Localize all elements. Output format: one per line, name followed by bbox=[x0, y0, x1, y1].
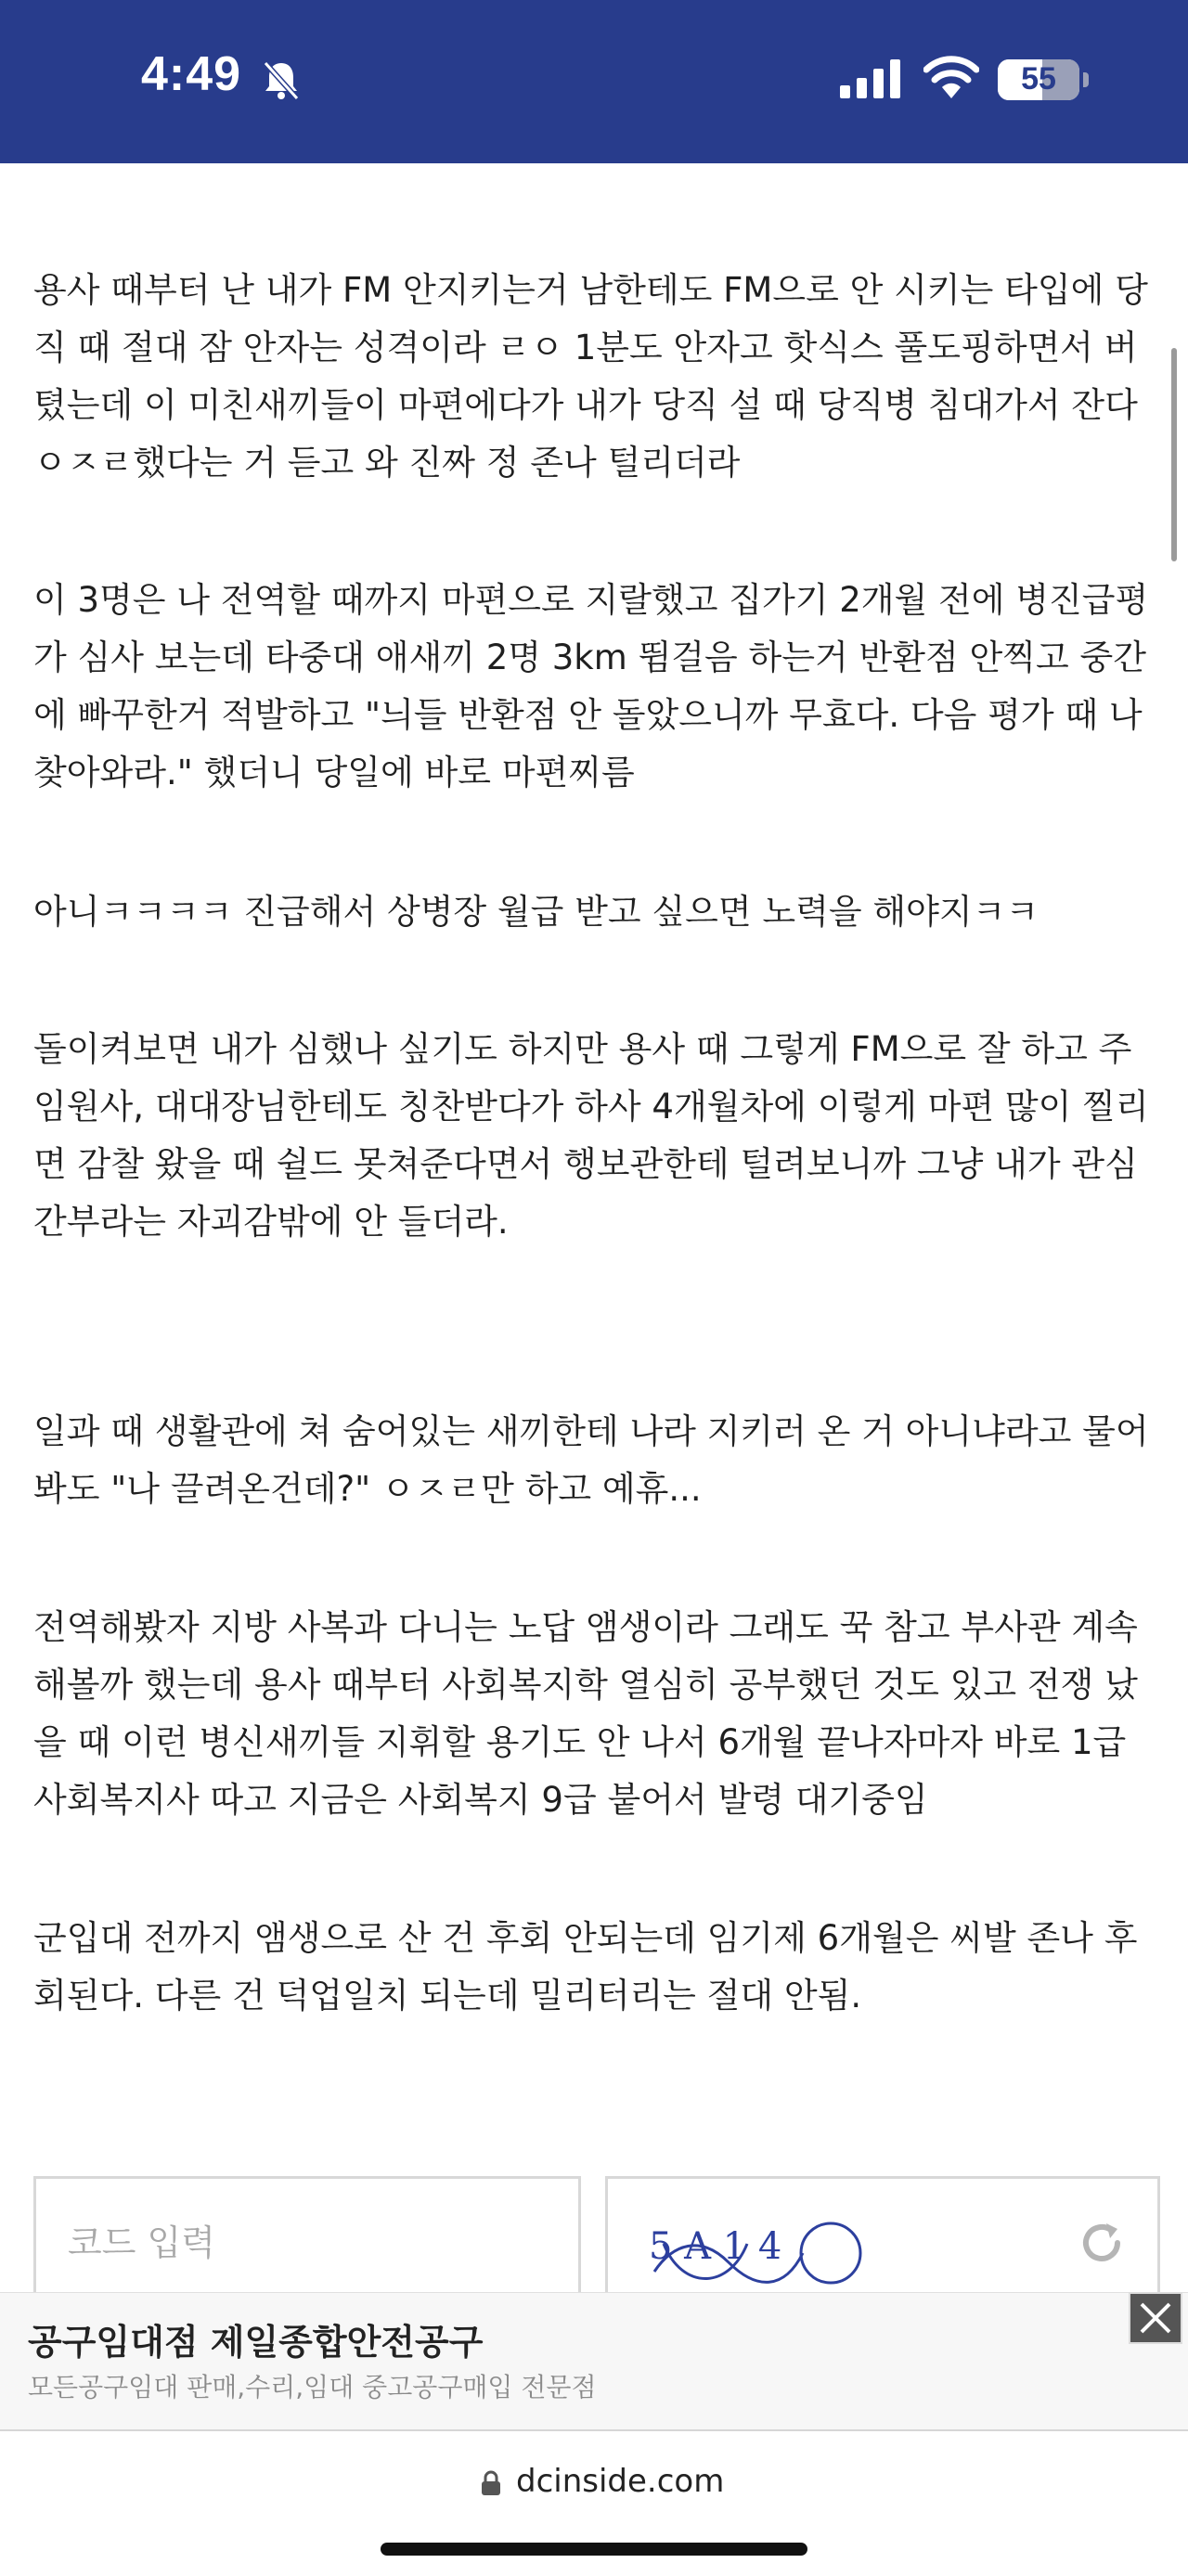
article-paragraph: 아니ㅋㅋㅋㅋ 진급해서 상병장 월급 받고 싶으면 노력을 해야지ㅋㅋ bbox=[33, 892, 1040, 932]
scrollbar[interactable] bbox=[1171, 348, 1177, 561]
article-paragraph: 전역해봤자 지방 사복과 다니는 노답 앰생이라 그래도 꾹 참고 부사관 계속 해볼까 했는데 용사 때부터 사회복지학 열심히 공부했던 것도 있고 전쟁 났 을 때 이런 병신새끼들 지휘할 용기도 안 나서 6개월 끝나자마자 바로 1급 사회복지사 따고 지금은 사회복지 9급 붙어서 발령 대기중임 bbox=[33, 1607, 1138, 1820]
article-paragraph: 일과 때 생활관에 쳐 숨어있는 새끼한테 나라 지키러 온 거 아니냐라고 물어 봐도 "나 끌려온건데?" ㅇㅈㄹ만 하고 예휴... bbox=[33, 1411, 1149, 1509]
article-paragraph: 군입대 전까지 앰생으로 산 건 후회 안되는데 임기제 6개월은 씨발 존나 후 회된다. 다른 건 덕업일치 되는데 밀리터리는 절대 안됨. bbox=[33, 1918, 1138, 2016]
status-time: 4:49 bbox=[141, 47, 242, 101]
captcha-code: 5 A 1 4 bbox=[649, 2225, 782, 2268]
refresh-icon[interactable] bbox=[1077, 2218, 1127, 2268]
captcha-image bbox=[645, 2207, 886, 2299]
browser-address-bar[interactable] bbox=[0, 2429, 1188, 2576]
home-indicator[interactable] bbox=[381, 2543, 807, 2556]
close-icon bbox=[1130, 2294, 1181, 2342]
ad-description[interactable]: 모든공구임대 판매,수리,임대 중고공구매입 전문점 bbox=[28, 2372, 597, 2402]
url-text[interactable]: dcinside.com bbox=[516, 2463, 725, 2500]
ad-banner[interactable] bbox=[0, 2292, 1188, 2430]
wifi-icon bbox=[923, 56, 979, 100]
captcha-image-box bbox=[605, 2176, 1160, 2297]
article-paragraph: 돌이켜보면 내가 심했나 싶기도 하지만 용사 때 그렇게 FM으로 잘 하고 주 임원사, 대대장님한테도 칭찬받다가 하사 4개월차에 이렇게 마편 많이 찔리 면 감찰 왔을 때 쉴드 못쳐준다면서 행보관한테 털려보니까 그냥 내가 관심 간부라는 자괴감밖에 안 들더라. bbox=[33, 1029, 1149, 1242]
captcha-code-input[interactable]: 코드 입력 bbox=[33, 2176, 581, 2297]
lock-icon bbox=[481, 2470, 501, 2496]
article-paragraph: 용사 때부터 난 내가 FM 안지키는거 남한테도 FM으로 안 시키는 타입에 당 직 때 절대 잠 안자는 성격이라 ㄹㅇ 1분도 안자고 핫식스 풀도핑하면서 버 텼는데 이 미친새끼들이 마편에다가 내가 당직 설 때 당직병 침대가서 잔다 ㅇㅈㄹ했다는 거 듣고 와 진짜 정 존나 털리더라 bbox=[33, 270, 1148, 483]
cellular-signal-icon bbox=[840, 59, 905, 98]
ad-close-button[interactable] bbox=[1129, 2292, 1182, 2344]
ad-title[interactable]: 공구임대점 제일종합안전공구 bbox=[28, 2322, 484, 2363]
article-paragraph: 이 3명은 나 전역할 때까지 마편으로 지랄했고 집가기 2개월 전에 병진급평 가 심사 보는데 타중대 애새끼 2명 3km 뜀걸음 하는거 반환점 안찍고 중간 에 빠꾸한거 적발하고 "늬들 반환점 안 돌았으니까 무효다. 다음 평가 때 나 찾아와라." 했더니 당일에 바로 마편찌름 bbox=[33, 580, 1149, 792]
status-bar bbox=[0, 0, 1188, 163]
battery-tip bbox=[1083, 72, 1089, 87]
battery-percent: 55 bbox=[1021, 61, 1056, 97]
bell-muted-icon bbox=[258, 58, 304, 104]
battery-indicator bbox=[998, 59, 1079, 100]
